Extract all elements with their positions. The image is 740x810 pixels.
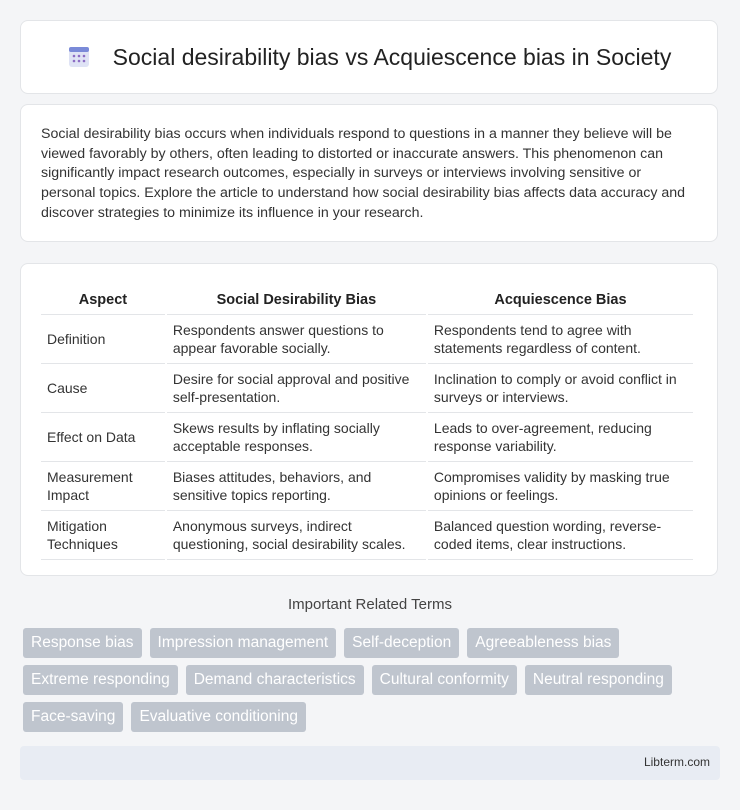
tag-cultural-conformity[interactable]: Cultural conformity [372, 665, 517, 695]
tag-face-saving[interactable]: Face-saving [23, 702, 123, 732]
row-acquiescence: Respondents tend to agree with statements regardless of content. [428, 315, 693, 364]
tag-impression-management[interactable]: Impression management [150, 628, 337, 658]
row-social: Desire for social approval and positive self-presentation. [167, 364, 426, 413]
row-aspect: Mitigation Techniques [41, 511, 165, 560]
tag-extreme-responding[interactable]: Extreme responding [23, 665, 178, 695]
row-aspect: Effect on Data [41, 413, 165, 462]
table-row [41, 462, 693, 511]
header-aspect: Aspect [41, 280, 165, 315]
header-card [20, 20, 718, 94]
page-title: Social desirability bias vs Acquiescence bias in Society [112, 43, 672, 70]
table-row [41, 413, 693, 462]
comparison-table-card [20, 263, 718, 576]
row-social: Biases attitudes, behaviors, and sensitive topics reporting. [167, 462, 426, 511]
row-social: Respondents answer questions to appear favorable socially. [167, 315, 426, 364]
tag-neutral-responding[interactable]: Neutral responding [525, 665, 672, 695]
tag-agreeableness-bias[interactable]: Agreeableness bias [467, 628, 619, 658]
row-acquiescence: Inclination to comply or avoid conflict in surveys or interviews. [428, 364, 693, 413]
comparison-table [39, 280, 695, 560]
row-aspect: Definition [41, 315, 165, 364]
row-aspect: Measurement Impact [41, 462, 165, 511]
row-acquiescence: Compromises validity by masking true opinions or feelings. [428, 462, 693, 511]
intro-text: Social desirability bias occurs when individuals respond to questions in a manner they believe will be viewed favorably by others, often leading to distorted or inaccurate answers. This phenomenon can significantly impact research outcomes, especially in surveys or interviews involving sensitive or personal topics. Explore the article to understand how social desirability bias affects data accuracy and discover strategies to minimize its influence in your research. [41, 126, 686, 221]
header-acquiescence: Acquiescence Bias [428, 280, 693, 315]
tag-response-bias[interactable]: Response bias [23, 628, 142, 658]
table-row [41, 511, 693, 560]
row-social: Anonymous surveys, indirect questioning, social desirability scales. [167, 511, 426, 560]
table-header-row [41, 280, 693, 315]
row-acquiescence: Balanced question wording, reverse-coded items, clear instructions. [428, 511, 693, 560]
row-aspect: Cause [41, 364, 165, 413]
table-row [41, 364, 693, 413]
footer-site-link[interactable]: Libterm.com [643, 755, 710, 769]
document-icon [67, 45, 91, 69]
tag-evaluative-conditioning[interactable]: Evaluative conditioning [131, 702, 306, 732]
intro-card [20, 104, 718, 242]
tag-demand-characteristics[interactable]: Demand characteristics [186, 665, 364, 695]
row-social: Skews results by inflating socially acceptable responses. [167, 413, 426, 462]
related-terms-title: Important Related Terms [288, 596, 452, 613]
footer [20, 746, 720, 780]
table-row [41, 315, 693, 364]
header-social-desirability: Social Desirability Bias [167, 280, 426, 315]
row-acquiescence: Leads to over-agreement, reducing response variability. [428, 413, 693, 462]
tag-self-deception[interactable]: Self-deception [344, 628, 459, 658]
related-terms-list [23, 628, 723, 732]
